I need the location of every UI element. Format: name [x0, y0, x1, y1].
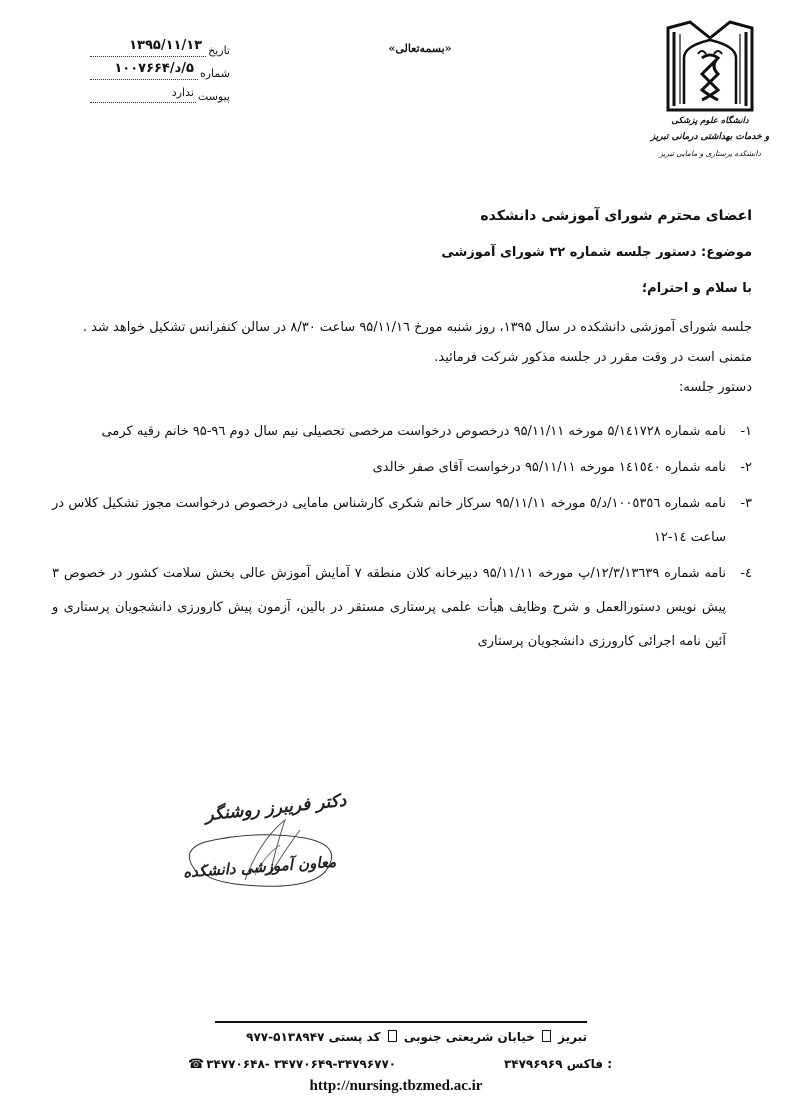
footer-phone-numbers: ۳۴۷۷۰۶۴۸- ۳۴۷۷۰۶۴۹-۳۴۷۹۶۷۷۰	[206, 1057, 397, 1071]
footer-fax-label: : فاکس	[566, 1057, 612, 1071]
number-value: ۵/د/۱۰۰۷۶۶۴	[114, 61, 194, 76]
footer-street: خیابان شریعتی جنوبی	[403, 1030, 535, 1044]
logo-text-services: و خدمات بهداشتی درمانی تبریز	[650, 132, 770, 142]
agenda-item-number: ۲-	[740, 460, 752, 475]
greeting: با سلام و احترام؛	[641, 281, 752, 296]
date-row	[90, 34, 230, 57]
agenda-item-text: نامه شماره ۱۲/۳/۱۳٦۳۹/پ مورخه ۹۵/۱۱/۱۱ دبیرخانه کلان منطقه ۷ آمایش آموزش عالی بخش سلامت کشور در خصوص ۳ پیش نویس دستورالعمل و شرح وظایف هیأت علمی پرستاری مستقر در بالین، آزمون پیش کارورزی دانشجویان پرستاری و آئین نامه اجرائی کارورزی دانشجویان پرستاری	[52, 566, 726, 649]
footer-divider	[215, 1021, 587, 1023]
attachment-row	[90, 80, 230, 103]
letter-meta	[90, 34, 230, 103]
box-separator-icon	[542, 1030, 551, 1042]
box-separator-icon	[388, 1030, 397, 1042]
agenda-item	[52, 451, 752, 485]
recipient-heading: اعضای محترم شورای آموزشی دانشکده	[480, 208, 752, 224]
body-paragraph: جلسه شورای آموزشی دانشکده در سال ۱۳۹۵، روز شنبه مورخ ۹۵/۱۱/۱٦ ساعت ۸/۳۰ در سالن کنفرانس تشکیل خواهد شد . متمنی است در وقت مقرر در جلسه مذکور شرکت فرمائید.	[82, 320, 752, 365]
attachment-value: ندارد	[171, 86, 194, 99]
signature-block	[175, 780, 375, 900]
footer-postal-code: ۵۱۳۸۹۴۷-۹۷۷	[246, 1030, 325, 1044]
agenda-item-text: نامه شماره ۱٤۱٥٤۰ مورخه ۹۵/۱۱/۱۱ درخواست آقای صفر خالدی	[372, 460, 726, 475]
footer-fax	[504, 1057, 612, 1071]
agenda-item-text: نامه شماره ۵/۱٤۱۷۲۸ مورخه ۹۵/۱۱/۱۱ درخصوص درخواست مرخصی تحصیلی نیم سال دوم ۹٦-۹۵ خانم رقیه کرمی	[101, 424, 726, 439]
agenda-label: دستور جلسه:	[678, 380, 752, 395]
number-label: شماره	[199, 67, 230, 80]
number-row	[90, 57, 230, 80]
logo-text-university: دانشگاه علوم پزشکی	[671, 116, 749, 126]
date-value: ۱۳۹۵/۱۱/۱۳	[129, 38, 203, 53]
agenda-item-number: ٤-	[740, 566, 752, 581]
footer-postal-label: کد پستی	[328, 1030, 381, 1044]
agenda-item	[52, 415, 752, 449]
bismillah: «بسمه‌تعالی»	[388, 42, 452, 55]
university-logo	[650, 18, 770, 178]
telephone-icon: ☎	[188, 1057, 205, 1072]
logo-emblem-icon	[650, 18, 770, 114]
footer-address	[246, 1030, 587, 1044]
footer-website-link[interactable]: http://nursing.tbzmed.ac.ir	[309, 1078, 483, 1094]
agenda-item	[52, 487, 752, 555]
attachment-label: پیوست	[197, 90, 230, 103]
signatory-title: معاون آموزشی دانشکده	[182, 852, 337, 882]
date-label: تاریخ	[208, 44, 230, 57]
agenda-item-number: ۳-	[740, 496, 752, 511]
footer-city: تبریز	[558, 1030, 587, 1044]
footer-phones	[188, 1057, 396, 1072]
agenda-item-text: نامه شماره ۱۰۰٥۳٥٦/د/٥ مورخه ۹۵/۱۱/۱۱ سرکار خانم شکری کارشناس مامایی درخصوص درخواست مجوز تشکیل کلاس در ساعت ۱٤-۱۲	[52, 496, 726, 545]
agenda-item-number: ۱-	[740, 424, 752, 439]
agenda-list	[52, 415, 752, 659]
signatory-name: دکتر فریبرز روشنگر	[204, 790, 348, 826]
footer-fax-number: ۳۴۷۹۶۹۶۹	[503, 1057, 563, 1071]
logo-text-faculty: دانشکده پرستاری و مامایی تبریز	[659, 149, 761, 158]
agenda-item	[52, 557, 752, 659]
subject-line: موضوع: دستور جلسه شماره ۳۲ شورای آموزشی	[441, 245, 752, 260]
